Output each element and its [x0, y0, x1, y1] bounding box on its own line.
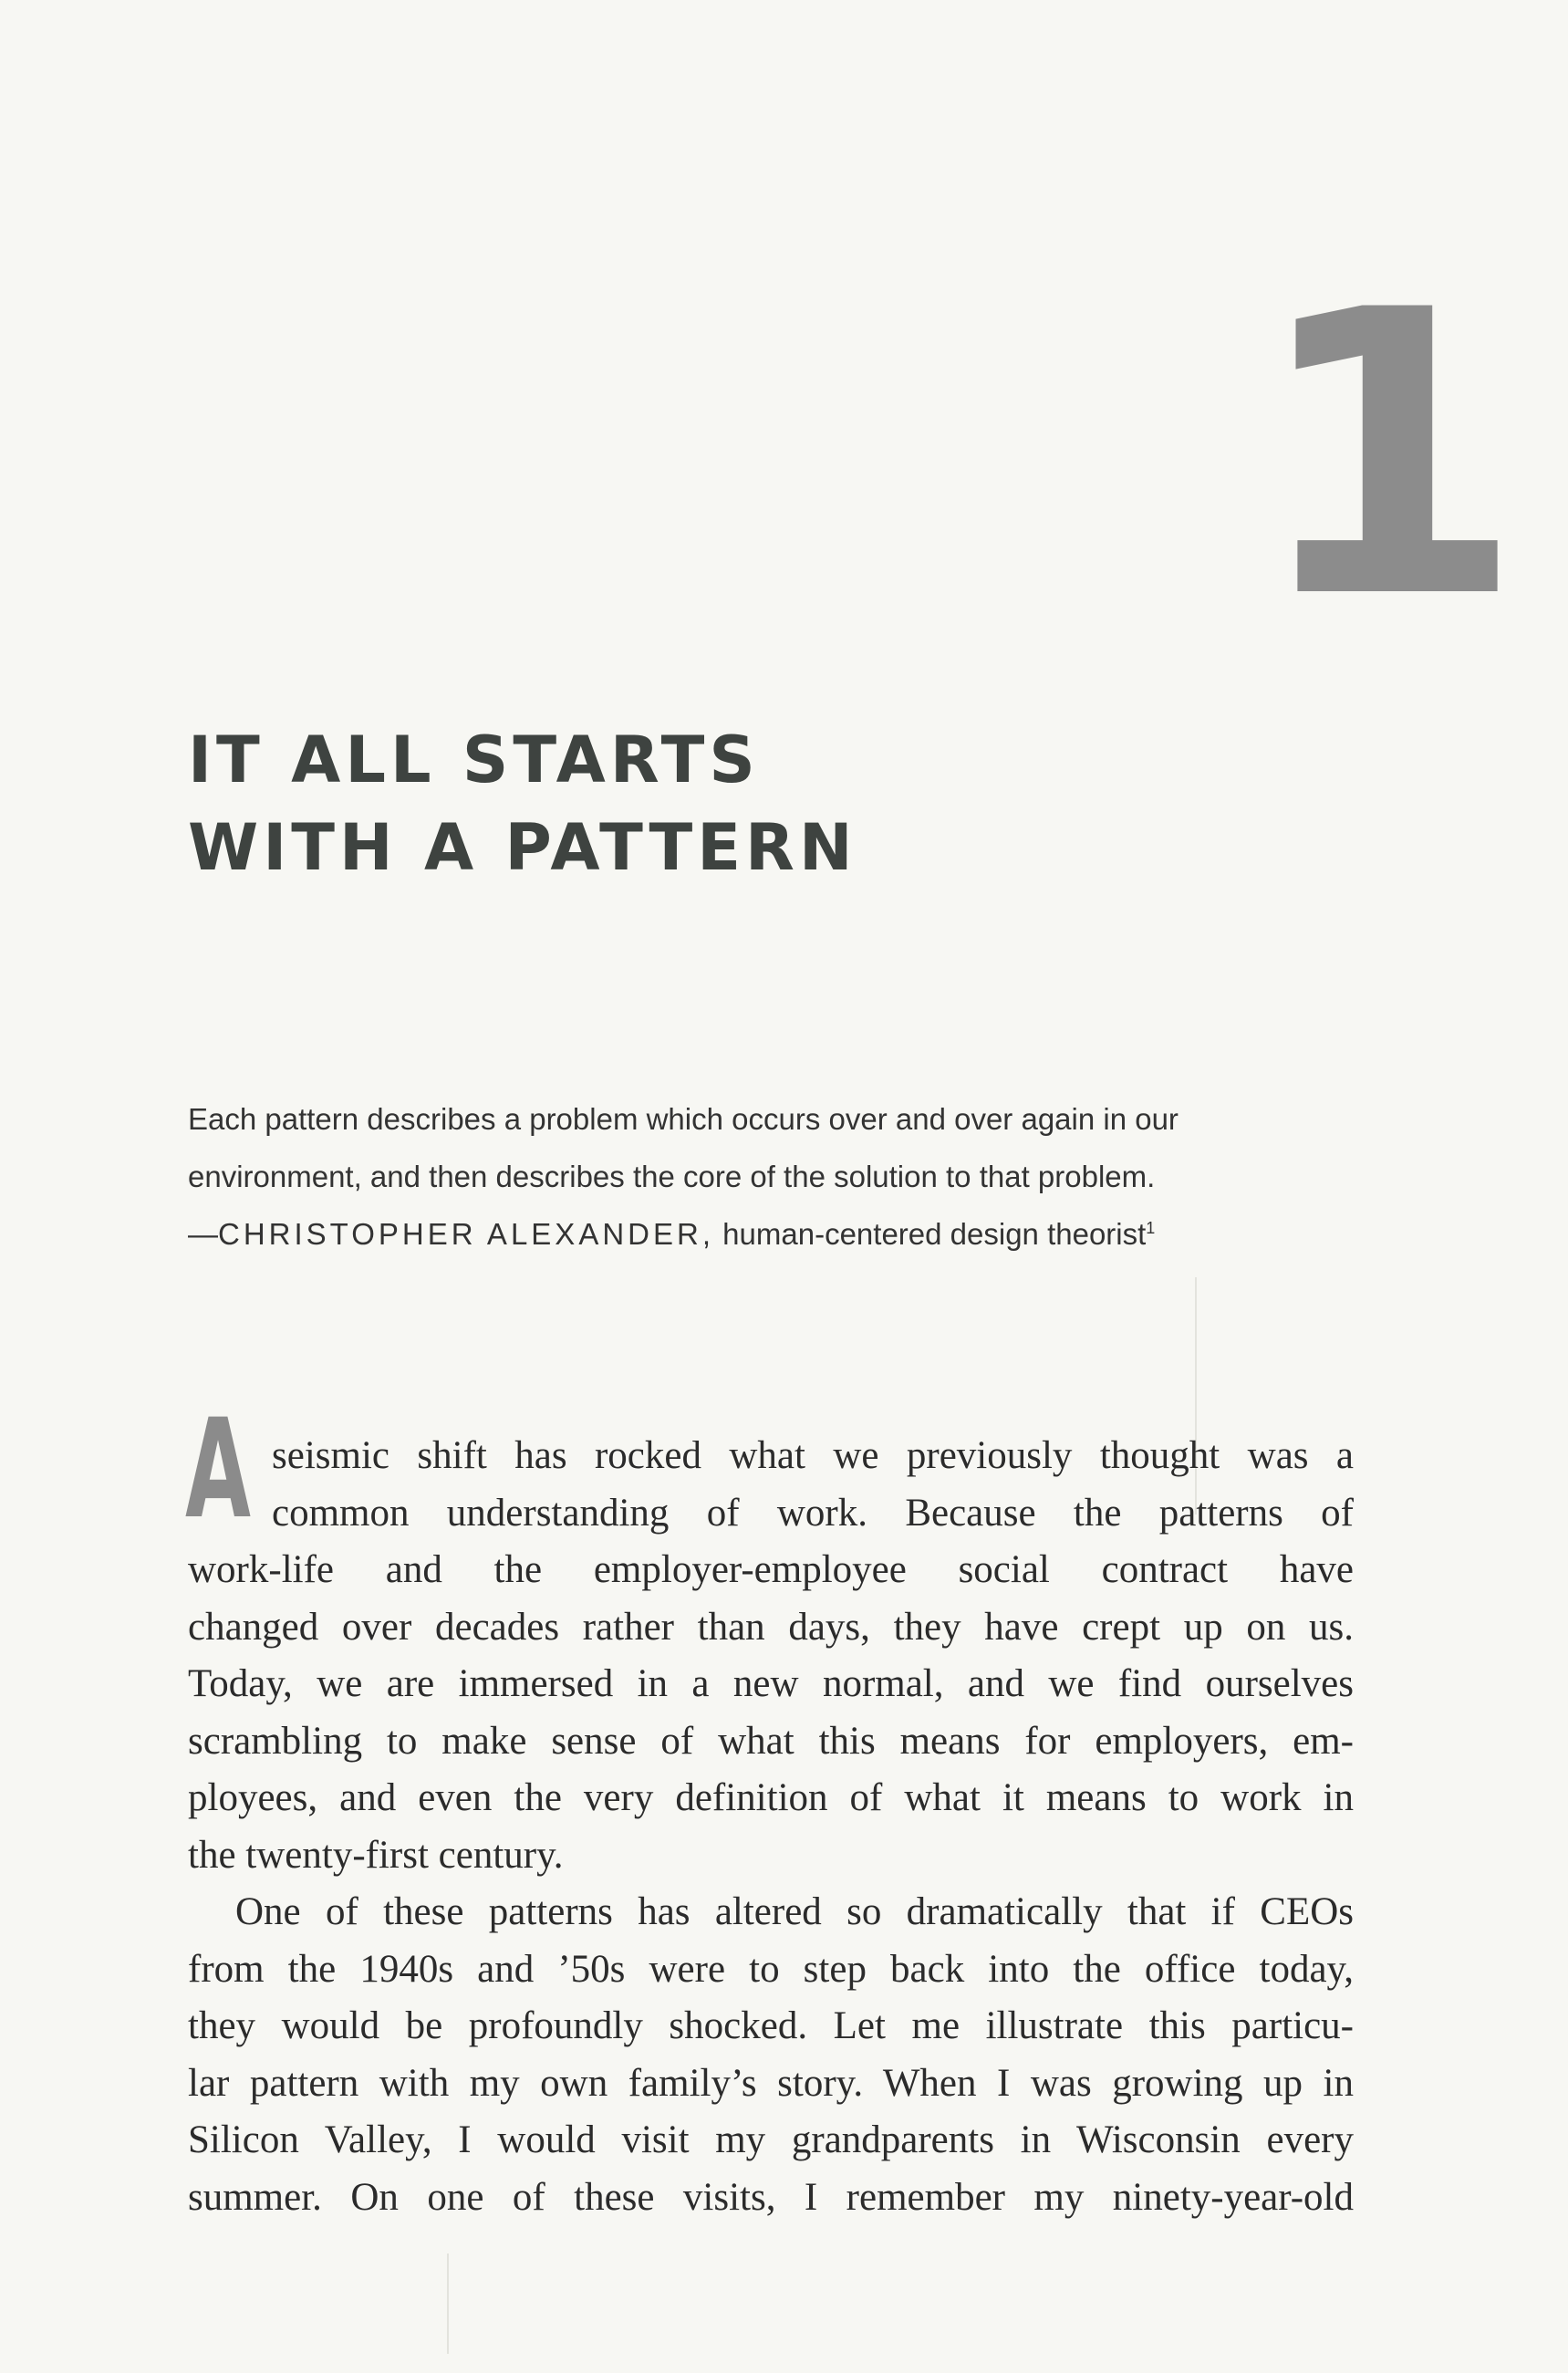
body-line: changed over decades rather than days, they have crept up on us. — [188, 1605, 1354, 1649]
body-line: seismic shift has rocked what we previously thought was a — [272, 1434, 1354, 1477]
body-line: summer. On one of these visits, I remember my ninety-year-old — [188, 2175, 1354, 2219]
chapter-title-line-1: IT ALL STARTS — [188, 723, 760, 797]
body-line: common understanding of work. Because the patterns of — [272, 1491, 1354, 1535]
body-line: ployees, and even the very definition of what it means to work in — [188, 1776, 1354, 1819]
body-line: One of these patterns has altered so dramatically that if CEOs — [235, 1890, 1354, 1933]
epigraph — [188, 1090, 1319, 1263]
body-line: Today, we are immersed in a new normal, and we find ourselves — [188, 1662, 1354, 1705]
footnote-marker: 1 — [1146, 1219, 1156, 1237]
attribution-role: human-centered design theorist — [714, 1217, 1147, 1251]
epigraph-line-2: environment, and then describes the core of the solution to that problem. — [188, 1160, 1156, 1193]
body-line: they would be profoundly shocked. Let me illustrate this particu- — [188, 2004, 1354, 2047]
body-line: Silicon Valley, I would visit my grandparents in Wisconsin every — [188, 2118, 1354, 2161]
body-line: the twenty-first century. — [188, 1833, 564, 1877]
epigraph-attribution — [188, 1205, 1319, 1263]
chapter-title-line-2: WITH A PATTERN — [188, 810, 857, 885]
body-line: scrambling to make sense of what this means for employers, em- — [188, 1719, 1354, 1763]
scan-artifact — [447, 2253, 449, 2354]
body-line: lar pattern with my own family’s story. When I was growing up in — [188, 2061, 1354, 2105]
chapter-number: 1 — [1251, 228, 1518, 684]
drop-cap: A — [185, 1390, 251, 1549]
chapter-title — [188, 716, 1191, 891]
attribution-name: CHRISTOPHER ALEXANDER, — [218, 1217, 715, 1251]
epigraph-line-1: Each pattern describes a problem which occurs over and over again in our — [188, 1102, 1179, 1136]
attribution-dash: — — [188, 1217, 218, 1251]
body-text — [188, 1428, 1354, 2226]
body-line: from the 1940s and ’50s were to step back into the office today, — [188, 1947, 1354, 1991]
body-line: work-life and the employer-employee social contract have — [188, 1548, 1354, 1591]
